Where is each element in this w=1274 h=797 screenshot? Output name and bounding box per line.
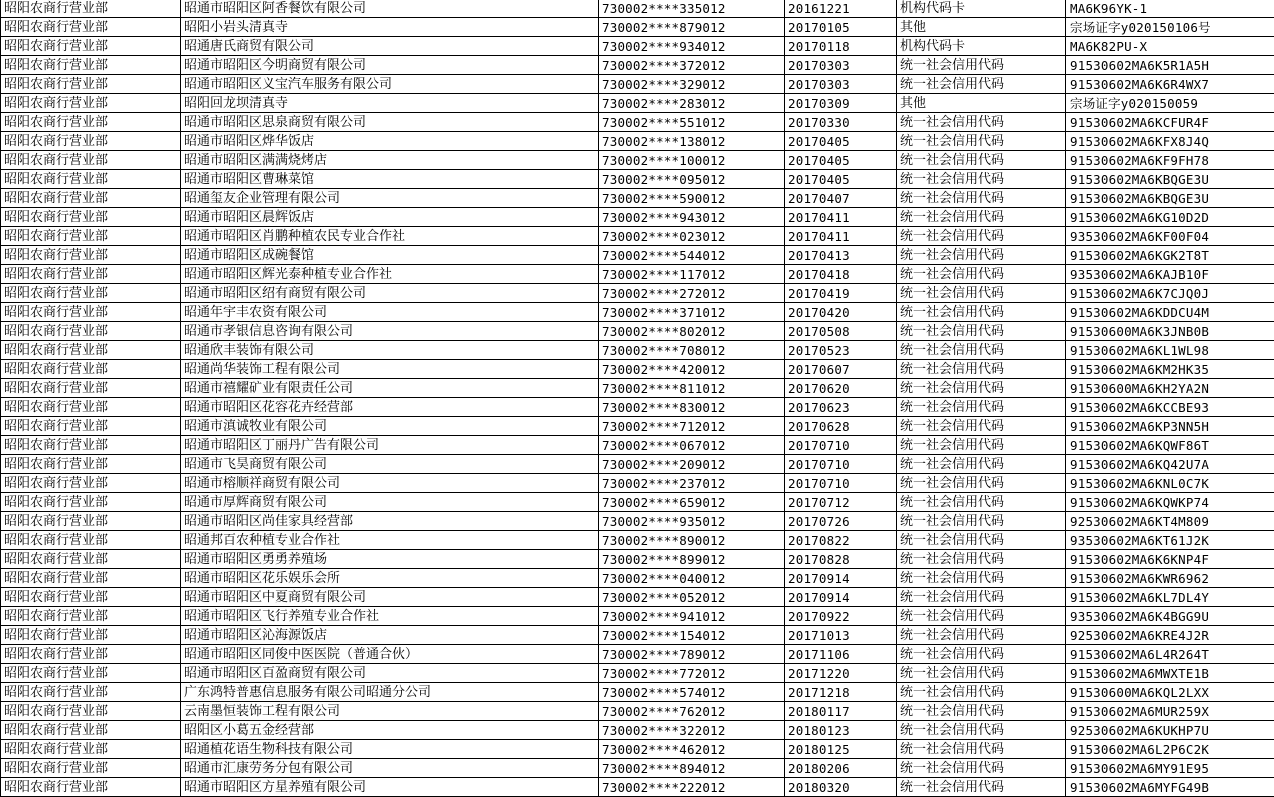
certificate-code-cell[interactable]: 91530602MA6MYFG49B [1066, 778, 1274, 797]
open-date-cell[interactable]: 20180117 [785, 702, 897, 721]
company-name-cell[interactable]: 昭通市厚辉商贸有限公司 [181, 493, 599, 512]
company-name-cell[interactable]: 广东鸿特普惠信息服务有限公司昭通分公司 [181, 683, 599, 702]
certificate-type-cell[interactable]: 统一社会信用代码 [897, 550, 1066, 569]
account-number-cell[interactable]: 730002****551012 [599, 113, 785, 132]
certificate-type-cell[interactable]: 统一社会信用代码 [897, 626, 1066, 645]
company-name-cell[interactable]: 昭通市昭阳区辉光泰种植专业合作社 [181, 265, 599, 284]
certificate-type-cell[interactable]: 统一社会信用代码 [897, 132, 1066, 151]
company-name-cell[interactable]: 昭通玺友企业管理有限公司 [181, 189, 599, 208]
branch-cell[interactable]: 昭阳农商行营业部 [1, 778, 181, 797]
table-row [1, 170, 1274, 189]
account-number-cell[interactable]: 730002****659012 [599, 493, 785, 512]
account-number-cell[interactable]: 730002****789012 [599, 645, 785, 664]
open-date-cell[interactable]: 20170411 [785, 208, 897, 227]
certificate-code-cell[interactable]: 92530602MA6KUKHP7U [1066, 721, 1274, 740]
certificate-type-cell[interactable]: 统一社会信用代码 [897, 56, 1066, 75]
company-name-cell[interactable]: 昭通市昭阳区成碗餐馆 [181, 246, 599, 265]
certificate-code-cell[interactable]: 91530602MA6KCFUR4F [1066, 113, 1274, 132]
table-row [1, 474, 1274, 493]
branch-cell[interactable]: 昭阳农商行营业部 [1, 322, 181, 341]
account-number-cell[interactable]: 730002****371012 [599, 303, 785, 322]
branch-cell[interactable]: 昭阳农商行营业部 [1, 360, 181, 379]
table-row [1, 550, 1274, 569]
account-number-cell[interactable]: 730002****100012 [599, 151, 785, 170]
branch-cell[interactable]: 昭阳农商行营业部 [1, 664, 181, 683]
certificate-type-cell[interactable]: 统一社会信用代码 [897, 75, 1066, 94]
certificate-code-cell[interactable]: 91530602MA6KL7DL4Y [1066, 588, 1274, 607]
branch-cell[interactable]: 昭阳农商行营业部 [1, 113, 181, 132]
company-name-cell[interactable]: 昭通市飞昊商贸有限公司 [181, 455, 599, 474]
branch-cell[interactable]: 昭阳农商行营业部 [1, 531, 181, 550]
certificate-type-cell[interactable]: 统一社会信用代码 [897, 151, 1066, 170]
company-name-cell[interactable]: 昭通市昭阳区阿香餐饮有限公司 [181, 0, 599, 18]
open-date-cell[interactable]: 20171013 [785, 626, 897, 645]
table-row [1, 664, 1274, 683]
certificate-code-cell[interactable]: 92530602MA6KRE4J2R [1066, 626, 1274, 645]
branch-cell[interactable]: 昭阳农商行营业部 [1, 0, 181, 18]
branch-cell[interactable]: 昭阳农商行营业部 [1, 265, 181, 284]
account-number-cell[interactable]: 730002****154012 [599, 626, 785, 645]
account-number-cell[interactable]: 730002****772012 [599, 664, 785, 683]
open-date-cell[interactable]: 20170922 [785, 607, 897, 626]
branch-cell[interactable]: 昭阳农商行营业部 [1, 56, 181, 75]
account-number-cell[interactable]: 730002****590012 [599, 189, 785, 208]
certificate-type-cell[interactable]: 统一社会信用代码 [897, 113, 1066, 132]
company-name-cell[interactable]: 昭通尚华装饰工程有限公司 [181, 360, 599, 379]
table-row [1, 151, 1274, 170]
certificate-code-cell[interactable]: 91530602MA6KQWF86T [1066, 436, 1274, 455]
company-name-cell[interactable]: 昭通市昭阳区方星养殖有限公司 [181, 778, 599, 797]
account-number-cell[interactable]: 730002****322012 [599, 721, 785, 740]
branch-cell[interactable]: 昭阳农商行营业部 [1, 341, 181, 360]
open-date-cell[interactable]: 20170118 [785, 37, 897, 56]
account-number-cell[interactable]: 730002****117012 [599, 265, 785, 284]
certificate-type-cell[interactable]: 统一社会信用代码 [897, 455, 1066, 474]
open-date-cell[interactable]: 20180206 [785, 759, 897, 778]
company-name-cell[interactable]: 昭通市昭阳区中夏商贸有限公司 [181, 588, 599, 607]
table-row [1, 246, 1274, 265]
table-row [1, 284, 1274, 303]
company-name-cell[interactable]: 昭通市禧耀矿业有限责任公司 [181, 379, 599, 398]
branch-cell[interactable]: 昭阳农商行营业部 [1, 607, 181, 626]
branch-cell[interactable]: 昭阳农商行营业部 [1, 550, 181, 569]
account-number-cell[interactable]: 730002****879012 [599, 18, 785, 37]
table-row [1, 436, 1274, 455]
open-date-cell[interactable]: 20170303 [785, 56, 897, 75]
certificate-type-cell[interactable]: 其他 [897, 18, 1066, 37]
table-row [1, 702, 1274, 721]
certificate-code-cell[interactable]: 91530602MA6KWR6962 [1066, 569, 1274, 588]
certificate-code-cell[interactable]: 91530602MA6L2P6C2K [1066, 740, 1274, 759]
branch-cell[interactable]: 昭阳农商行营业部 [1, 626, 181, 645]
table-row [1, 0, 1274, 18]
open-date-cell[interactable]: 20170623 [785, 398, 897, 417]
certificate-type-cell[interactable]: 统一社会信用代码 [897, 531, 1066, 550]
table-row [1, 208, 1274, 227]
account-number-cell[interactable]: 730002****943012 [599, 208, 785, 227]
table-row [1, 189, 1274, 208]
open-date-cell[interactable]: 20161221 [785, 0, 897, 18]
table-row [1, 360, 1274, 379]
certificate-type-cell[interactable]: 统一社会信用代码 [897, 702, 1066, 721]
table-row [1, 569, 1274, 588]
table-row [1, 132, 1274, 151]
branch-cell[interactable]: 昭阳农商行营业部 [1, 94, 181, 113]
open-date-cell[interactable]: 20170523 [785, 341, 897, 360]
company-name-cell[interactable]: 昭通市昭阳区勇勇养殖场 [181, 550, 599, 569]
certificate-code-cell[interactable]: 92530602MA6KT4M809 [1066, 512, 1274, 531]
certificate-type-cell[interactable]: 统一社会信用代码 [897, 379, 1066, 398]
branch-cell[interactable]: 昭阳农商行营业部 [1, 569, 181, 588]
account-number-cell[interactable]: 730002****335012 [599, 0, 785, 18]
account-number-cell[interactable]: 730002****283012 [599, 94, 785, 113]
open-date-cell[interactable]: 20170418 [785, 265, 897, 284]
certificate-type-cell[interactable]: 统一社会信用代码 [897, 360, 1066, 379]
certificate-type-cell[interactable]: 统一社会信用代码 [897, 189, 1066, 208]
company-name-cell[interactable]: 昭通市榕顺祥商贸有限公司 [181, 474, 599, 493]
table-row [1, 322, 1274, 341]
open-date-cell[interactable]: 20170411 [785, 227, 897, 246]
company-name-cell[interactable]: 昭通市昭阳区花容花卉经营部 [181, 398, 599, 417]
account-number-cell[interactable]: 730002****462012 [599, 740, 785, 759]
certificate-type-cell[interactable]: 统一社会信用代码 [897, 436, 1066, 455]
branch-cell[interactable]: 昭阳农商行营业部 [1, 417, 181, 436]
certificate-code-cell[interactable]: 宗场证字y020150106号 [1066, 18, 1274, 37]
certificate-type-cell[interactable]: 统一社会信用代码 [897, 265, 1066, 284]
company-name-cell[interactable]: 昭通市昭阳区花乐娱乐会所 [181, 569, 599, 588]
company-name-cell[interactable]: 昭通市昭阳区同俊中医医院（普通合伙） [181, 645, 599, 664]
company-name-cell[interactable]: 昭通市昭阳区烨华饭店 [181, 132, 599, 151]
table-row [1, 588, 1274, 607]
branch-cell[interactable]: 昭阳农商行营业部 [1, 740, 181, 759]
table-row [1, 626, 1274, 645]
branch-cell[interactable]: 昭阳农商行营业部 [1, 455, 181, 474]
account-number-cell[interactable]: 730002****574012 [599, 683, 785, 702]
company-name-cell[interactable]: 昭通市昭阳区今明商贸有限公司 [181, 56, 599, 75]
company-name-cell[interactable]: 昭通欣丰装饰有限公司 [181, 341, 599, 360]
open-date-cell[interactable]: 20171106 [785, 645, 897, 664]
certificate-code-cell[interactable]: 93530602MA6KF00F04 [1066, 227, 1274, 246]
certificate-code-cell[interactable]: MA6K82PU-X [1066, 37, 1274, 56]
certificate-code-cell[interactable]: 91530602MA6KFX8J4Q [1066, 132, 1274, 151]
certificate-code-cell[interactable]: 91530602MA6KBQGE3U [1066, 170, 1274, 189]
open-date-cell[interactable]: 20170620 [785, 379, 897, 398]
table-row [1, 645, 1274, 664]
table-row [1, 455, 1274, 474]
certificate-type-cell[interactable]: 统一社会信用代码 [897, 417, 1066, 436]
open-date-cell[interactable]: 20180123 [785, 721, 897, 740]
certificate-type-cell[interactable]: 统一社会信用代码 [897, 322, 1066, 341]
certificate-type-cell[interactable]: 统一社会信用代码 [897, 208, 1066, 227]
certificate-code-cell[interactable]: 91530602MA6K7CJQ0J [1066, 284, 1274, 303]
branch-cell[interactable]: 昭阳农商行营业部 [1, 18, 181, 37]
open-date-cell[interactable]: 20170420 [785, 303, 897, 322]
branch-cell[interactable]: 昭阳农商行营业部 [1, 683, 181, 702]
account-number-cell[interactable]: 730002****040012 [599, 569, 785, 588]
certificate-code-cell[interactable]: 93530602MA6KT61J2K [1066, 531, 1274, 550]
certificate-code-cell[interactable]: 91530602MA6MWXTE1B [1066, 664, 1274, 683]
certificate-type-cell[interactable]: 机构代码卡 [897, 37, 1066, 56]
open-date-cell[interactable]: 20170710 [785, 455, 897, 474]
account-number-cell[interactable]: 730002****023012 [599, 227, 785, 246]
certificate-type-cell[interactable]: 统一社会信用代码 [897, 778, 1066, 797]
branch-cell[interactable]: 昭阳农商行营业部 [1, 759, 181, 778]
account-number-cell[interactable]: 730002****890012 [599, 531, 785, 550]
certificate-type-cell[interactable]: 统一社会信用代码 [897, 664, 1066, 683]
certificate-code-cell[interactable]: 91530602MA6K5R1A5H [1066, 56, 1274, 75]
account-number-cell[interactable]: 730002****712012 [599, 417, 785, 436]
table-row [1, 75, 1274, 94]
company-name-cell[interactable]: 昭通市昭阳区思泉商贸有限公司 [181, 113, 599, 132]
certificate-code-cell[interactable]: 91530602MA6KL1WL98 [1066, 341, 1274, 360]
table-row [1, 341, 1274, 360]
company-name-cell[interactable]: 昭通市昭阳区曹琳菜馆 [181, 170, 599, 189]
branch-cell[interactable]: 昭阳农商行营业部 [1, 208, 181, 227]
open-date-cell[interactable]: 20170508 [785, 322, 897, 341]
certificate-type-cell[interactable]: 统一社会信用代码 [897, 740, 1066, 759]
certificate-type-cell[interactable]: 统一社会信用代码 [897, 474, 1066, 493]
certificate-code-cell[interactable]: 91530602MA6KQWKP74 [1066, 493, 1274, 512]
certificate-code-cell[interactable]: 91530602MA6KF9FH78 [1066, 151, 1274, 170]
branch-cell[interactable]: 昭阳农商行营业部 [1, 474, 181, 493]
account-number-cell[interactable]: 730002****209012 [599, 455, 785, 474]
branch-cell[interactable]: 昭阳农商行营业部 [1, 398, 181, 417]
branch-cell[interactable]: 昭阳农商行营业部 [1, 246, 181, 265]
open-date-cell[interactable]: 20170413 [785, 246, 897, 265]
certificate-code-cell[interactable]: MA6K96YK-1 [1066, 0, 1274, 18]
certificate-code-cell[interactable]: 91530602MA6KGK2T8T [1066, 246, 1274, 265]
company-name-cell[interactable]: 云南墨恒装饰工程有限公司 [181, 702, 599, 721]
branch-cell[interactable]: 昭阳农商行营业部 [1, 75, 181, 94]
certificate-code-cell[interactable]: 91530602MA6KP3NN5H [1066, 417, 1274, 436]
company-name-cell[interactable]: 昭通唐氏商贸有限公司 [181, 37, 599, 56]
account-number-cell[interactable]: 730002****830012 [599, 398, 785, 417]
certificate-type-cell[interactable]: 统一社会信用代码 [897, 759, 1066, 778]
open-date-cell[interactable]: 20170407 [785, 189, 897, 208]
account-number-cell[interactable]: 730002****237012 [599, 474, 785, 493]
company-name-cell[interactable]: 昭通市昭阳区肖鹏种植农民专业合作社 [181, 227, 599, 246]
certificate-code-cell[interactable]: 91530602MA6KDDCU4M [1066, 303, 1274, 322]
certificate-type-cell[interactable]: 统一社会信用代码 [897, 170, 1066, 189]
account-number-cell[interactable]: 730002****894012 [599, 759, 785, 778]
certificate-code-cell[interactable]: 91530602MA6KBQGE3U [1066, 189, 1274, 208]
certificate-code-cell[interactable]: 91530602MA6MY91E95 [1066, 759, 1274, 778]
account-number-cell[interactable]: 730002****544012 [599, 246, 785, 265]
certificate-type-cell[interactable]: 统一社会信用代码 [897, 341, 1066, 360]
table-row [1, 683, 1274, 702]
company-name-cell[interactable]: 昭通市昭阳区飞行养殖专业合作社 [181, 607, 599, 626]
open-date-cell[interactable]: 20170303 [785, 75, 897, 94]
company-name-cell[interactable]: 昭通市昭阳区百盈商贸有限公司 [181, 664, 599, 683]
account-number-cell[interactable]: 730002****372012 [599, 56, 785, 75]
certificate-type-cell[interactable]: 统一社会信用代码 [897, 284, 1066, 303]
table-row [1, 493, 1274, 512]
table-row [1, 113, 1274, 132]
branch-cell[interactable]: 昭阳农商行营业部 [1, 37, 181, 56]
open-date-cell[interactable]: 20170419 [785, 284, 897, 303]
certificate-code-cell[interactable]: 91530602MA6KCCBE93 [1066, 398, 1274, 417]
certificate-code-cell[interactable]: 91530600MA6K3JNB0B [1066, 322, 1274, 341]
account-number-cell[interactable]: 730002****708012 [599, 341, 785, 360]
certificate-type-cell[interactable]: 统一社会信用代码 [897, 645, 1066, 664]
company-name-cell[interactable]: 昭通市汇康劳务分包有限公司 [181, 759, 599, 778]
table-row [1, 512, 1274, 531]
open-date-cell[interactable]: 20170712 [785, 493, 897, 512]
open-date-cell[interactable]: 20170726 [785, 512, 897, 531]
open-date-cell[interactable]: 20170628 [785, 417, 897, 436]
certificate-code-cell[interactable]: 91530600MA6KH2YA2N [1066, 379, 1274, 398]
branch-cell[interactable]: 昭阳农商行营业部 [1, 436, 181, 455]
certificate-type-cell[interactable]: 机构代码卡 [897, 0, 1066, 18]
account-number-cell[interactable]: 730002****222012 [599, 778, 785, 797]
company-name-cell[interactable]: 昭通市昭阳区满满烧烤店 [181, 151, 599, 170]
certificate-type-cell[interactable]: 统一社会信用代码 [897, 512, 1066, 531]
certificate-code-cell[interactable]: 91530602MA6K6R4WX7 [1066, 75, 1274, 94]
certificate-code-cell[interactable]: 91530602MA6KQ42U7A [1066, 455, 1274, 474]
table-row [1, 18, 1274, 37]
account-number-cell[interactable]: 730002****420012 [599, 360, 785, 379]
certificate-code-cell[interactable]: 93530602MA6K4BGG9U [1066, 607, 1274, 626]
company-name-cell[interactable]: 昭通年宇丰农资有限公司 [181, 303, 599, 322]
certificate-code-cell[interactable]: 91530602MA6KM2HK35 [1066, 360, 1274, 379]
table-row [1, 303, 1274, 322]
spreadsheet-body [1, 0, 1274, 797]
certificate-type-cell[interactable]: 其他 [897, 94, 1066, 113]
certificate-type-cell[interactable]: 统一社会信用代码 [897, 303, 1066, 322]
account-number-cell[interactable]: 730002****329012 [599, 75, 785, 94]
branch-cell[interactable]: 昭阳农商行营业部 [1, 227, 181, 246]
account-number-cell[interactable]: 730002****138012 [599, 132, 785, 151]
table-row [1, 417, 1274, 436]
company-name-cell[interactable]: 昭通市滇诚牧业有限公司 [181, 417, 599, 436]
branch-cell[interactable]: 昭阳农商行营业部 [1, 379, 181, 398]
open-date-cell[interactable]: 20170105 [785, 18, 897, 37]
certificate-type-cell[interactable]: 统一社会信用代码 [897, 569, 1066, 588]
company-name-cell[interactable]: 昭通市昭阳区晨辉饭店 [181, 208, 599, 227]
company-name-cell[interactable]: 昭通植花语生物科技有限公司 [181, 740, 599, 759]
table-row [1, 227, 1274, 246]
table-row [1, 778, 1274, 797]
open-date-cell[interactable]: 20170822 [785, 531, 897, 550]
table-row [1, 721, 1274, 740]
branch-cell[interactable]: 昭阳农商行营业部 [1, 512, 181, 531]
certificate-code-cell[interactable]: 91530602MA6L4R264T [1066, 645, 1274, 664]
account-number-cell[interactable]: 730002****095012 [599, 170, 785, 189]
branch-cell[interactable]: 昭阳农商行营业部 [1, 493, 181, 512]
table-row [1, 37, 1274, 56]
table-row [1, 265, 1274, 284]
table-row [1, 56, 1274, 75]
branch-cell[interactable]: 昭阳农商行营业部 [1, 702, 181, 721]
certificate-type-cell[interactable]: 统一社会信用代码 [897, 493, 1066, 512]
company-name-cell[interactable]: 昭通邦百农种植专业合作社 [181, 531, 599, 550]
certificate-type-cell[interactable]: 统一社会信用代码 [897, 246, 1066, 265]
open-date-cell[interactable]: 20171220 [785, 664, 897, 683]
certificate-code-cell[interactable]: 91530600MA6KQL2LXX [1066, 683, 1274, 702]
open-date-cell[interactable]: 20170828 [785, 550, 897, 569]
open-date-cell[interactable]: 20170710 [785, 436, 897, 455]
branch-cell[interactable]: 昭阳农商行营业部 [1, 170, 181, 189]
certificate-type-cell[interactable]: 统一社会信用代码 [897, 227, 1066, 246]
account-number-cell[interactable]: 730002****762012 [599, 702, 785, 721]
account-number-cell[interactable]: 730002****941012 [599, 607, 785, 626]
company-name-cell[interactable]: 昭通市昭阳区义宝汽车服务有限公司 [181, 75, 599, 94]
open-date-cell[interactable]: 20170405 [785, 132, 897, 151]
certificate-type-cell[interactable]: 统一社会信用代码 [897, 721, 1066, 740]
certificate-type-cell[interactable]: 统一社会信用代码 [897, 683, 1066, 702]
table-row [1, 94, 1274, 113]
open-date-cell[interactable]: 20170405 [785, 170, 897, 189]
branch-cell[interactable]: 昭阳农商行营业部 [1, 151, 181, 170]
account-number-cell[interactable]: 730002****067012 [599, 436, 785, 455]
account-number-cell[interactable]: 730002****935012 [599, 512, 785, 531]
company-name-cell[interactable]: 昭通市昭阳区尚佳家具经营部 [181, 512, 599, 531]
company-name-cell[interactable]: 昭阳区小葛五金经营部 [181, 721, 599, 740]
company-name-cell[interactable]: 昭阳小岩头清真寺 [181, 18, 599, 37]
branch-cell[interactable]: 昭阳农商行营业部 [1, 645, 181, 664]
account-number-cell[interactable]: 730002****802012 [599, 322, 785, 341]
open-date-cell[interactable]: 20170914 [785, 569, 897, 588]
company-name-cell[interactable]: 昭通市昭阳区绍有商贸有限公司 [181, 284, 599, 303]
table-row [1, 379, 1274, 398]
table-row [1, 759, 1274, 778]
table-row [1, 607, 1274, 626]
certificate-code-cell[interactable]: 91530602MA6MUR259X [1066, 702, 1274, 721]
company-name-cell[interactable]: 昭通市昭阳区沁海源饭店 [181, 626, 599, 645]
company-name-cell[interactable]: 昭阳回龙坝清真寺 [181, 94, 599, 113]
open-date-cell[interactable]: 20170607 [785, 360, 897, 379]
branch-cell[interactable]: 昭阳农商行营业部 [1, 303, 181, 322]
certificate-code-cell[interactable]: 宗场证字y020150059 [1066, 94, 1274, 113]
account-number-cell[interactable]: 730002****052012 [599, 588, 785, 607]
open-date-cell[interactable]: 20170330 [785, 113, 897, 132]
open-date-cell[interactable]: 20180125 [785, 740, 897, 759]
account-number-cell[interactable]: 730002****899012 [599, 550, 785, 569]
branch-cell[interactable]: 昭阳农商行营业部 [1, 588, 181, 607]
open-date-cell[interactable]: 20170405 [785, 151, 897, 170]
branch-cell[interactable]: 昭阳农商行营业部 [1, 132, 181, 151]
account-number-cell[interactable]: 730002****811012 [599, 379, 785, 398]
certificate-code-cell[interactable]: 91530602MA6KG10D2D [1066, 208, 1274, 227]
account-number-cell[interactable]: 730002****272012 [599, 284, 785, 303]
account-number-cell[interactable]: 730002****934012 [599, 37, 785, 56]
branch-cell[interactable]: 昭阳农商行营业部 [1, 189, 181, 208]
certificate-code-cell[interactable]: 91530602MA6KNL0C7K [1066, 474, 1274, 493]
branch-cell[interactable]: 昭阳农商行营业部 [1, 721, 181, 740]
table-row [1, 531, 1274, 550]
company-name-cell[interactable]: 昭通市昭阳区丁丽丹广告有限公司 [181, 436, 599, 455]
certificate-code-cell[interactable]: 93530602MA6KAJB10F [1066, 265, 1274, 284]
open-date-cell[interactable]: 20170914 [785, 588, 897, 607]
open-date-cell[interactable]: 20180320 [785, 778, 897, 797]
certificate-type-cell[interactable]: 统一社会信用代码 [897, 398, 1066, 417]
certificate-type-cell[interactable]: 统一社会信用代码 [897, 607, 1066, 626]
open-date-cell[interactable]: 20171218 [785, 683, 897, 702]
table-row [1, 398, 1274, 417]
certificate-code-cell[interactable]: 91530602MA6K6KNP4F [1066, 550, 1274, 569]
open-date-cell[interactable]: 20170309 [785, 94, 897, 113]
open-date-cell[interactable]: 20170710 [785, 474, 897, 493]
certificate-type-cell[interactable]: 统一社会信用代码 [897, 588, 1066, 607]
branch-cell[interactable]: 昭阳农商行营业部 [1, 284, 181, 303]
company-name-cell[interactable]: 昭通市孝银信息咨询有限公司 [181, 322, 599, 341]
